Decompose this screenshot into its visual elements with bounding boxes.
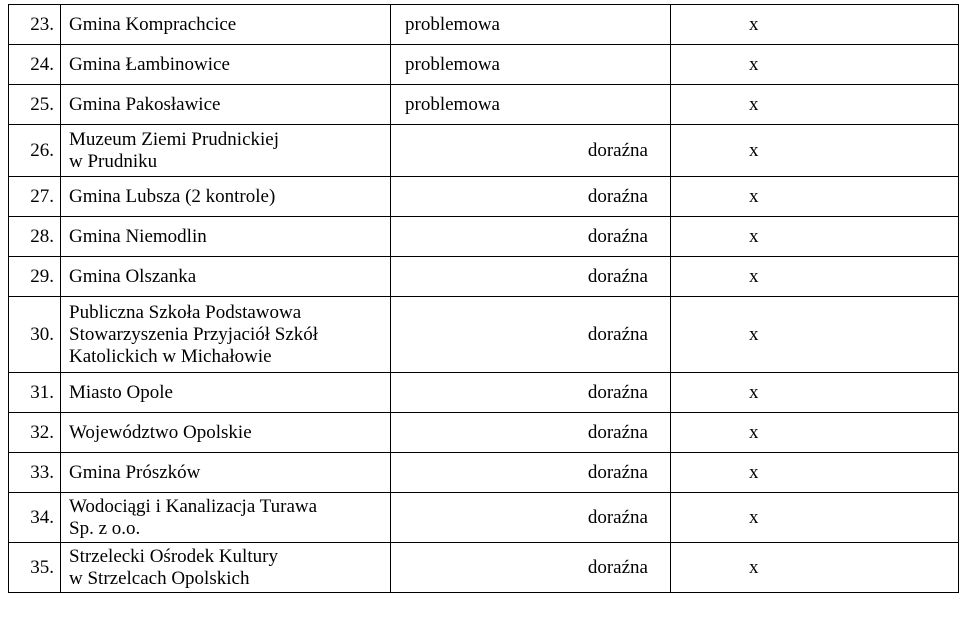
table-row [9, 297, 959, 373]
row-number: 28. [9, 217, 61, 257]
inspection-type: doraźna [391, 493, 671, 543]
table-row [9, 543, 959, 593]
table-row [9, 85, 959, 125]
mark-cell: x [671, 297, 959, 373]
table-row [9, 493, 959, 543]
mark-cell: x [671, 45, 959, 85]
inspection-type: doraźna [391, 543, 671, 593]
entity-name: Gmina Komprachcice [61, 5, 391, 45]
row-number: 31. [9, 373, 61, 413]
mark-cell: x [671, 257, 959, 297]
mark-cell: x [671, 453, 959, 493]
entity-name: Strzelecki Ośrodek Kultury w Strzelcach Opolskich [61, 543, 391, 593]
table-row [9, 453, 959, 493]
table-row [9, 413, 959, 453]
inspection-type: problemowa [391, 85, 671, 125]
row-number: 24. [9, 45, 61, 85]
row-number: 26. [9, 125, 61, 177]
inspection-type: problemowa [391, 5, 671, 45]
inspection-type: doraźna [391, 257, 671, 297]
inspection-table [8, 4, 959, 593]
entity-name: Muzeum Ziemi Prudnickiej w Prudniku [61, 125, 391, 177]
entity-name: Miasto Opole [61, 373, 391, 413]
entity-name: Województwo Opolskie [61, 413, 391, 453]
mark-cell: x [671, 373, 959, 413]
table-row [9, 45, 959, 85]
row-number: 23. [9, 5, 61, 45]
inspection-type: doraźna [391, 177, 671, 217]
inspection-type: doraźna [391, 217, 671, 257]
row-number: 32. [9, 413, 61, 453]
row-number: 25. [9, 85, 61, 125]
inspection-type: doraźna [391, 413, 671, 453]
table-row [9, 217, 959, 257]
entity-name: Gmina Olszanka [61, 257, 391, 297]
entity-name: Gmina Lubsza (2 kontrole) [61, 177, 391, 217]
mark-cell: x [671, 413, 959, 453]
table-row [9, 177, 959, 217]
inspection-type: problemowa [391, 45, 671, 85]
mark-cell: x [671, 125, 959, 177]
row-number: 27. [9, 177, 61, 217]
inspection-type: doraźna [391, 125, 671, 177]
table-row [9, 5, 959, 45]
mark-cell: x [671, 217, 959, 257]
table-row [9, 373, 959, 413]
mark-cell: x [671, 177, 959, 217]
inspection-type: doraźna [391, 373, 671, 413]
mark-cell: x [671, 5, 959, 45]
row-number: 33. [9, 453, 61, 493]
entity-name: Publiczna Szkoła Podstawowa Stowarzyszenia Przyjaciół Szkół Katolickich w Michałowie [61, 297, 391, 373]
inspection-type: doraźna [391, 453, 671, 493]
table-row [9, 125, 959, 177]
entity-name: Gmina Pakosławice [61, 85, 391, 125]
entity-name: Gmina Niemodlin [61, 217, 391, 257]
inspection-type: doraźna [391, 297, 671, 373]
row-number: 29. [9, 257, 61, 297]
mark-cell: x [671, 543, 959, 593]
mark-cell: x [671, 85, 959, 125]
table-row [9, 257, 959, 297]
row-number: 30. [9, 297, 61, 373]
mark-cell: x [671, 493, 959, 543]
row-number: 34. [9, 493, 61, 543]
entity-name: Wodociągi i Kanalizacja Turawa Sp. z o.o. [61, 493, 391, 543]
entity-name: Gmina Prószków [61, 453, 391, 493]
entity-name: Gmina Łambinowice [61, 45, 391, 85]
row-number: 35. [9, 543, 61, 593]
